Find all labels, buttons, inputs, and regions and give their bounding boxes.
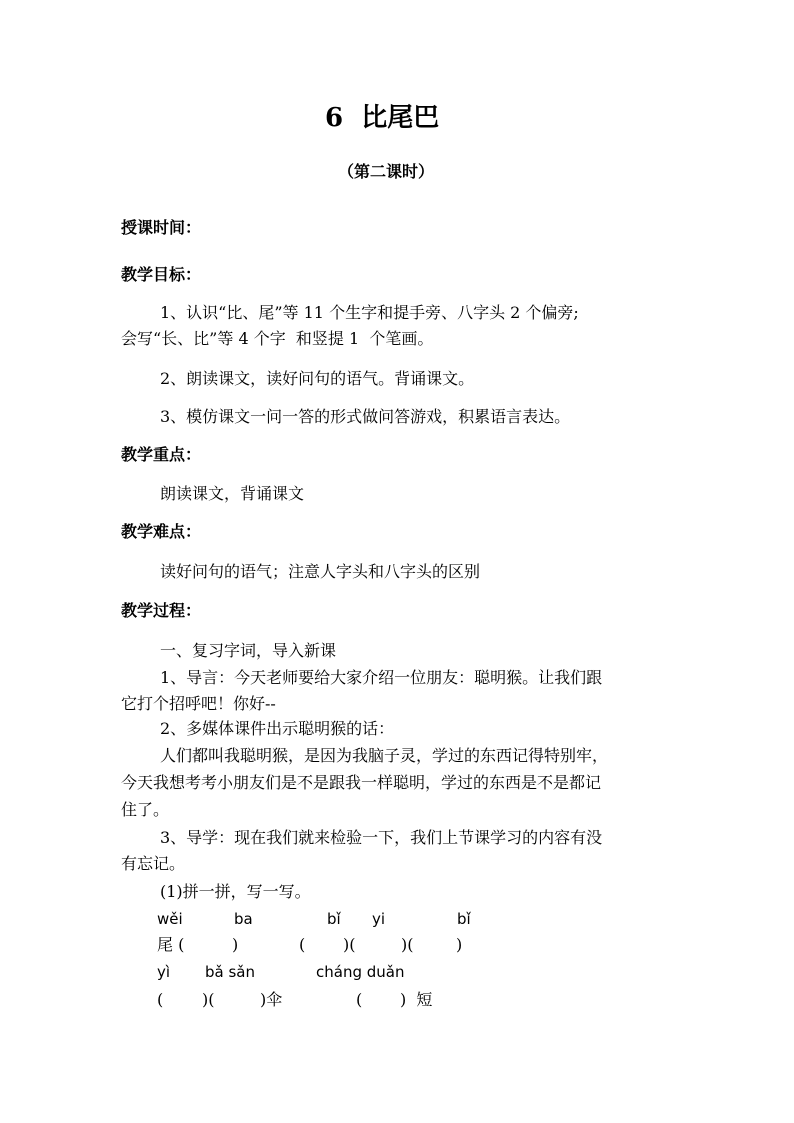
pinyin-ba-san: bǎ sǎn	[205, 963, 255, 981]
blank-row1-a: 尾 (	[157, 935, 185, 954]
process-line-5: 人们都叫我聪明猴，是因为我脑子灵，学过的东西记得特别牢，	[160, 746, 609, 765]
pinyin-wei: wěi	[157, 910, 183, 928]
blank-row2-e: ) 短	[400, 990, 433, 1009]
difficulty-text: 读好问句的语气；注意人字头和八字头的区别	[160, 562, 481, 581]
goal-line-4: 3、模仿课文一问一答的形式做问答游戏，积累语言表达。	[160, 407, 571, 426]
blank-row2-b: )(	[202, 990, 215, 1009]
pinyin-bi-2: bǐ	[457, 910, 471, 928]
process-line-1: 一、复习字词，导入新课	[160, 641, 337, 660]
goal-line-3: 2、朗读课文，读好问句的语气。背诵课文。	[160, 369, 475, 388]
key-text: 朗读课文，背诵课文	[160, 484, 305, 503]
process-label: 教学过程：	[121, 601, 202, 620]
time-label: 授课时间：	[121, 218, 202, 237]
blank-row2-c: )伞	[260, 990, 283, 1009]
page-subtitle: （第二课时）	[338, 162, 435, 181]
process-line-9: 有忘记。	[121, 854, 186, 873]
process-line-3: 它打个招呼吧！你好--	[121, 694, 276, 713]
pinyin-yi: yi	[372, 910, 386, 928]
difficulty-label: 教学难点：	[121, 522, 202, 541]
blank-row1-c: (	[299, 935, 306, 954]
pinyin-yi-2: yì	[157, 963, 171, 981]
pinyin-bi-1: bǐ	[327, 910, 341, 928]
key-label: 教学重点：	[121, 445, 202, 464]
process-line-7: 住了。	[121, 800, 170, 819]
process-line-8: 3、导学：现在我们就来检验一下，我们上节课学习的内容有没	[160, 828, 603, 847]
page-title: 6 比尾巴	[325, 103, 440, 133]
process-line-6: 今天我想考考小朋友们是不是跟我一样聪明，学过的东西是不是都记	[121, 773, 602, 792]
blank-row2-d: (	[356, 990, 363, 1009]
blank-row1-f: )	[456, 935, 463, 954]
process-line-10: (1)拼一拼，写一写。	[160, 882, 311, 901]
pinyin-chang-duan: cháng duǎn	[316, 963, 405, 981]
process-line-2: 1、导言：今天老师要给大家介绍一位朋友：聪明猴。让我们跟	[160, 668, 603, 687]
pinyin-ba: ba	[234, 910, 253, 928]
goal-line-1: 1、认识“比、尾”等 11 个生字和提手旁、八字头 2 个偏旁;	[160, 303, 579, 322]
blank-row2-a: (	[157, 990, 164, 1009]
blank-row1-d: )(	[343, 935, 356, 954]
goals-label: 教学目标：	[121, 265, 202, 284]
process-line-4: 2、多媒体课件出示聪明猴的话：	[160, 719, 395, 738]
blank-row1-e: )(	[401, 935, 414, 954]
blank-row1-b: )	[232, 935, 239, 954]
goal-line-2: 会写“长、比”等 4 个字 和竖提 1 个笔画。	[121, 329, 434, 348]
